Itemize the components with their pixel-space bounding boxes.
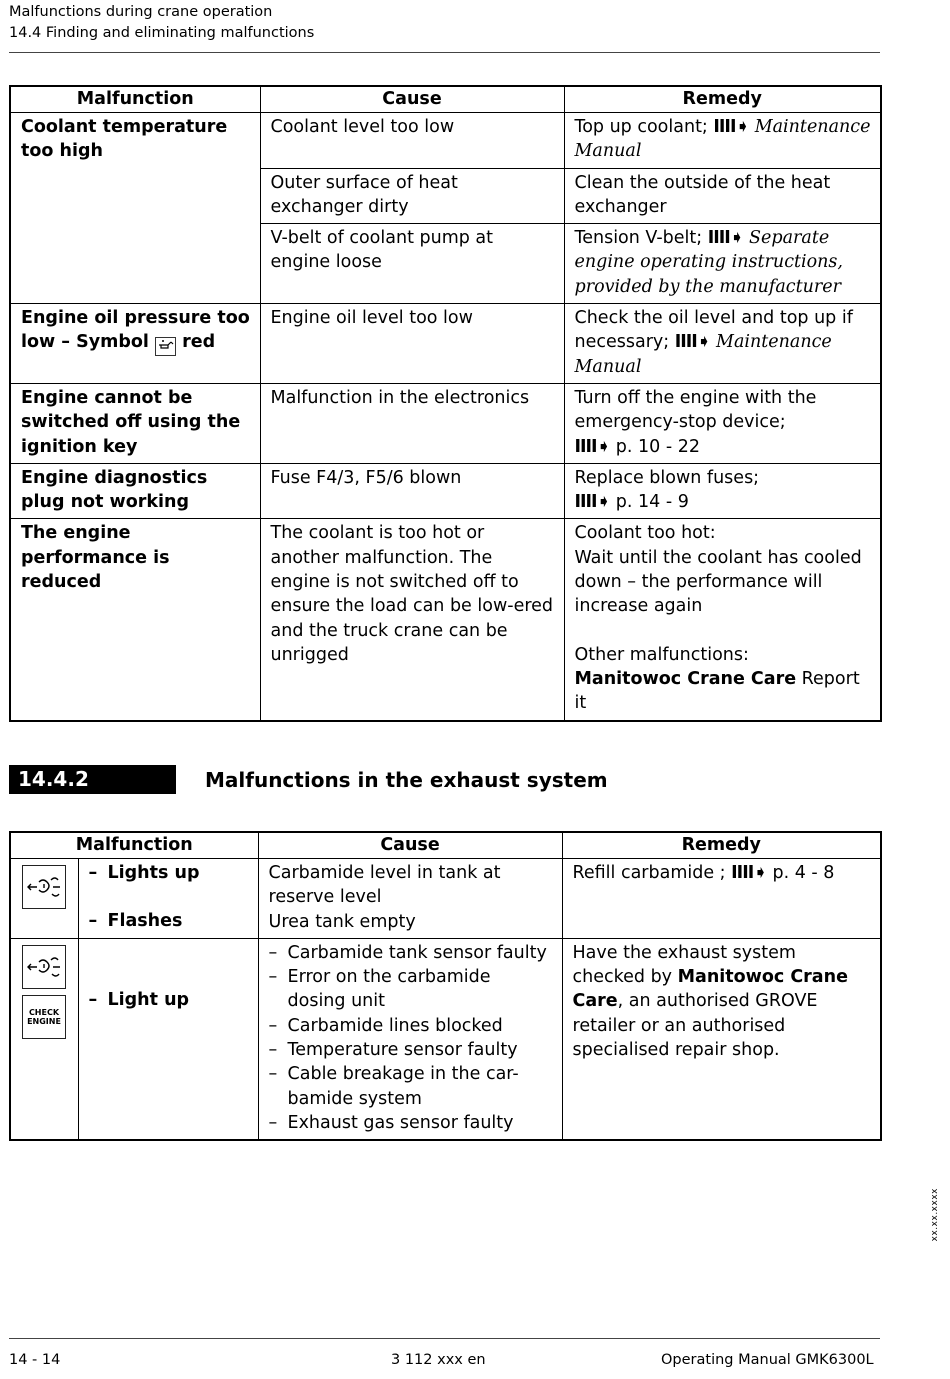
- malfunction-text: Engine oil pressure too low – Symbol: [21, 308, 250, 353]
- remedy-cell: [564, 113, 881, 169]
- remedy-cell: [564, 304, 881, 384]
- cause-line: Temperature sensor faulty: [287, 1040, 518, 1061]
- state-label: Flashes: [107, 911, 183, 932]
- section-number: 14.4.2: [9, 765, 176, 794]
- reference-arrow-icon: IIII➧: [731, 863, 767, 883]
- malfunction-cell: Coolant temperature too high: [10, 113, 260, 304]
- carbamide-icon: [22, 945, 66, 989]
- state-label: Light up: [107, 989, 190, 1010]
- malfunction-cell: Engine cannot be switched off using the ignition key: [10, 383, 260, 463]
- remedy-line: Wait until the coolant has cooled down – the performance will increase again: [574, 547, 862, 617]
- cause-line: Urea tank empty: [268, 911, 416, 932]
- cause-line: Cable breakage in the car-bamide system: [287, 1064, 519, 1109]
- remedy-cell: Clean the outside of the heat exchanger: [564, 168, 881, 224]
- cause-cell: [258, 859, 562, 939]
- table-row: [10, 859, 881, 939]
- remedy-text: , an authorised GROVE retailer or an authorised specialised repair shop.: [572, 991, 818, 1061]
- col-header-remedy: Remedy: [562, 832, 881, 859]
- header-rule: [9, 52, 880, 53]
- remedy-cell: [564, 224, 881, 304]
- malfunction-suffix: red: [182, 332, 216, 353]
- remedy-text: Replace blown fuses;: [574, 467, 760, 488]
- reference-link[interactable]: Maintenance Manual: [574, 117, 871, 162]
- malfunction-cell: Engine diagnostics plug not working: [10, 463, 260, 519]
- malfunction-table-exhaust: [9, 831, 882, 1141]
- reference-link[interactable]: p. 10 - 22: [615, 436, 701, 457]
- table-row: [10, 463, 881, 519]
- cause-cell: Outer surface of heat exchanger dirty: [260, 168, 564, 224]
- cause-line: Carbamide level in tank at reserve level: [268, 863, 501, 908]
- malfunction-table-engine: [9, 85, 882, 722]
- cause-cell: V-belt of coolant pump at engine loose: [260, 224, 564, 304]
- table-row: [10, 383, 881, 463]
- icon-cell: [10, 859, 78, 939]
- reference-link[interactable]: Maintenance Manual: [574, 332, 832, 377]
- oil-pressure-icon: [155, 337, 176, 356]
- malfunction-cell: The engine performance is reduced: [10, 519, 260, 721]
- col-header-malfunction: Malfunction: [10, 832, 258, 859]
- footer-manual-title: Operating Manual GMK6300L: [661, 1352, 874, 1368]
- reference-arrow-icon: IIII➧: [707, 228, 744, 249]
- footer-page-number: 14 - 14: [9, 1352, 61, 1368]
- carbamide-icon: [22, 865, 66, 909]
- reference-link[interactable]: Separate engine operating instructions, provided by the manufacturer: [574, 228, 843, 297]
- cause-line: Carbamide lines blocked: [287, 1015, 503, 1036]
- table-row: [10, 113, 881, 169]
- table-header-row: [10, 86, 881, 113]
- reference-arrow-icon: IIII➧: [674, 332, 711, 353]
- footer-rule: [9, 1338, 880, 1339]
- remedy-text: Refill carbamide ;: [572, 863, 726, 883]
- reference-arrow-icon: IIII➧: [713, 117, 750, 137]
- check-engine-label: ENGINE: [27, 1016, 61, 1026]
- icon-cell: [10, 938, 78, 1140]
- cause-cell: Malfunction in the electronics: [260, 383, 564, 463]
- col-header-cause: Cause: [258, 832, 562, 859]
- cause-cell: Fuse F4/3, F5/6 blown: [260, 463, 564, 519]
- cause-cell: – Carbamide tank sensor faulty – Error on the carbamide dosing unit – Carbamide lines blocked – Temperature sensor faulty – Cable breakage in the car-bamide system – Exhaust gas sensor faulty: [258, 938, 562, 1140]
- side-code: xx.xx.xxxx: [930, 1188, 940, 1242]
- check-engine-label: CHECK: [28, 1007, 60, 1017]
- remedy-line: Other malfunctions:: [574, 644, 749, 665]
- cause-line: Error on the carbamide dosing unit: [287, 967, 491, 1012]
- remedy-text: Check the oil level and top up if necessary;: [574, 308, 853, 353]
- col-header-malfunction: Malfunction: [10, 86, 260, 113]
- remedy-cell: [562, 938, 881, 1140]
- cause-cell: The coolant is too hot or another malfunction. The engine is not switched off to ensure the load can be low-ered and the truck crane can be unrigged: [260, 519, 564, 721]
- table-header-row: [10, 832, 881, 859]
- reference-arrow-icon: IIII➧: [574, 492, 611, 513]
- reference-arrow-icon: IIII➧: [574, 436, 611, 457]
- cause-cell: Engine oil level too low: [260, 304, 564, 384]
- service-name: Manitowoc Crane Care: [574, 668, 797, 689]
- header-section: 14.4 Finding and eliminating malfunctions: [9, 25, 315, 41]
- table-row: [10, 938, 881, 1140]
- remedy-tail: Report it: [574, 668, 860, 714]
- header-chapter: Malfunctions during crane operation: [9, 4, 273, 20]
- col-header-remedy: Remedy: [564, 86, 881, 113]
- cause-cell: Coolant level too low: [260, 113, 564, 169]
- reference-link[interactable]: p. 14 - 9: [615, 492, 689, 513]
- col-header-cause: Cause: [260, 86, 564, 113]
- remedy-text: Turn off the engine with the emergency-stop device;: [574, 387, 817, 433]
- remedy-cell: [562, 859, 881, 939]
- check-engine-icon: [22, 995, 66, 1039]
- cause-line: Carbamide tank sensor faulty: [287, 942, 547, 963]
- state-cell: – Light up: [78, 938, 258, 1140]
- remedy-text: Have the exhaust system checked by: [572, 942, 796, 988]
- remedy-cell: [564, 463, 881, 519]
- footer-doc-number: 3 112 xxx en: [391, 1352, 486, 1368]
- cause-line: Exhaust gas sensor faulty: [287, 1112, 514, 1133]
- remedy-text: Tension V-belt;: [574, 228, 703, 249]
- table-row: [10, 304, 881, 384]
- table-row: [10, 519, 881, 721]
- remedy-cell: [564, 383, 881, 463]
- remedy-line: Coolant too hot:: [574, 523, 716, 544]
- malfunction-cell: [10, 304, 260, 384]
- service-name: Manitowoc Crane Care: [572, 967, 848, 1012]
- section-title: Malfunctions in the exhaust system: [205, 768, 608, 792]
- reference-link[interactable]: p. 4 - 8: [772, 863, 835, 883]
- state-label: Lights up: [107, 863, 200, 883]
- remedy-text: Top up coolant;: [574, 117, 708, 137]
- state-cell: – Lights up – Flashes: [78, 859, 258, 939]
- remedy-cell: [564, 519, 881, 721]
